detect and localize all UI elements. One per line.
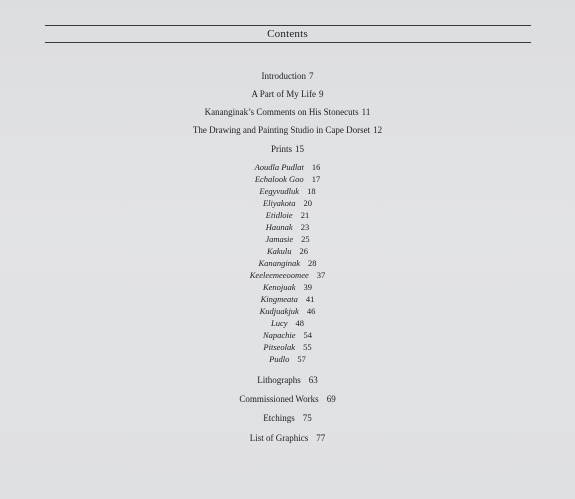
artist-name: Kenojuak	[262, 282, 296, 292]
toc-entry-a-part-of-my-life	[0, 88, 575, 100]
toc-entry-list-of-graphics	[0, 432, 575, 444]
toc-entry-title: List of Graphics	[249, 433, 309, 443]
toc-entry-title: Etchings	[263, 413, 295, 423]
toc-entry-etchings	[0, 412, 575, 424]
artist-page: 26	[299, 246, 309, 256]
toc-entry-drawing-studio	[0, 124, 575, 136]
artist-page: 55	[303, 342, 312, 352]
toc-entry-title: Prints	[270, 144, 292, 154]
top-rule	[45, 25, 531, 26]
artist-name: Jamasie	[265, 234, 294, 244]
artist-name: Eegyvudluk	[259, 186, 300, 196]
artist-entry	[0, 330, 575, 341]
artist-entry	[0, 270, 575, 281]
artist-entry	[0, 222, 575, 233]
artist-entry	[0, 210, 575, 221]
artist-name: Kudjuakjuk	[259, 306, 299, 316]
toc-entry-title: Lithographs	[257, 375, 301, 385]
artist-page: 57	[297, 354, 306, 364]
artist-name: Haunak	[265, 222, 293, 232]
toc-entry-title: Commissioned Works	[239, 394, 319, 404]
toc-entry-page: 63	[308, 375, 318, 385]
toc-entry-comments-on-stonecuts	[0, 106, 575, 118]
toc-entry-commissioned-works	[0, 393, 575, 405]
artist-entry	[0, 342, 575, 353]
toc-entry-page: 15	[295, 144, 304, 154]
toc-entry-title: A Part of My Life	[251, 89, 316, 99]
artist-page: 17	[311, 174, 321, 184]
artist-entry	[0, 246, 575, 257]
artist-entry	[0, 186, 575, 197]
artist-name: Pudlo	[269, 354, 290, 364]
toc-entry-lithographs	[0, 374, 575, 386]
toc-entry-page: 77	[316, 433, 326, 443]
artist-name: Kingmeata	[260, 294, 298, 304]
artist-name: Napachie	[262, 330, 296, 340]
toc-entry-page: 12	[373, 125, 383, 135]
artist-entry	[0, 282, 575, 293]
artist-entry	[0, 234, 575, 245]
artist-entry	[0, 306, 575, 317]
artist-page: 46	[306, 306, 316, 316]
toc-entry-page: 9	[319, 89, 324, 99]
artist-name: Echalook Goo	[254, 174, 304, 184]
contents-heading: Contents	[267, 28, 308, 40]
artist-entry	[0, 294, 575, 305]
artist-page: 41	[305, 294, 315, 304]
toc-entry-page: 75	[302, 413, 312, 423]
artist-entry	[0, 162, 575, 173]
artist-page: 28	[308, 258, 317, 268]
artist-page: 39	[303, 282, 313, 292]
artist-page: 48	[295, 318, 305, 328]
artist-entry	[0, 258, 575, 269]
artist-name: Keeleemeeoomee	[249, 270, 309, 280]
artist-name: Pitseolak	[263, 342, 296, 352]
artist-name: Kananginak	[258, 258, 301, 268]
toc-entry-title: Kananginak’s Comments on His Stonecuts	[204, 107, 359, 117]
artist-page: 23	[300, 222, 310, 232]
artist-page: 25	[301, 234, 310, 244]
toc-entry-title: The Drawing and Painting Studio in Cape Dorset	[192, 125, 371, 135]
toc-entry-page: 7	[309, 71, 314, 81]
toc-entry-page: 11	[361, 107, 371, 117]
artist-name: Eliyakota	[262, 198, 296, 208]
artist-page: 37	[316, 270, 326, 280]
artist-page: 21	[300, 210, 310, 220]
toc-entry-title: Introduction	[261, 71, 306, 81]
artist-entry	[0, 198, 575, 209]
artist-page: 54	[303, 330, 313, 340]
artist-name: Aoudla Pudlat	[254, 162, 304, 172]
artist-name: Lucy	[270, 318, 288, 328]
artist-name: Kakulu	[266, 246, 292, 256]
artist-entry	[0, 318, 575, 329]
artist-page: 20	[303, 198, 313, 208]
artist-entry	[0, 354, 575, 365]
artist-page: 18	[307, 186, 316, 196]
toc-entry-prints	[0, 143, 575, 155]
artist-entry	[0, 174, 575, 185]
artist-page: 16	[311, 162, 321, 172]
toc-entry-introduction	[0, 70, 575, 82]
heading-underline-rule	[45, 42, 531, 43]
toc-entry-page: 69	[326, 394, 336, 404]
artist-name: Etidloie	[265, 210, 293, 220]
